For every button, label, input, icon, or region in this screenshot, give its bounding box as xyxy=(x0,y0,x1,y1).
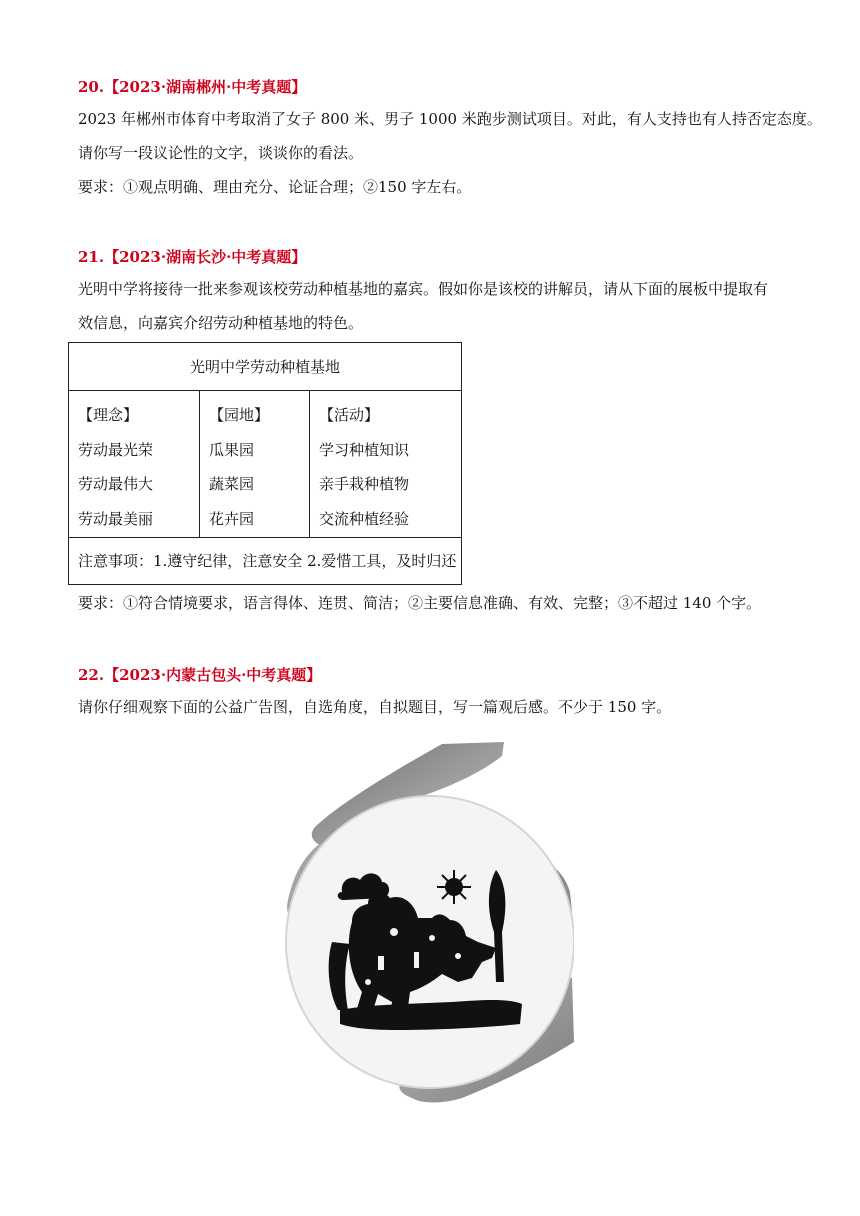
question-20-line-1: 2023 年郴州市体育中考取消了女子 800 米、男子 1000 米跑步测试项目。对此，有人支持也有人持否定态度。 xyxy=(78,110,822,128)
board-column-concept xyxy=(69,390,200,538)
board-column-garden xyxy=(200,390,310,538)
question-20-requirement: 要求：①观点明确、理由充分、论证合理；②150 字左右。 xyxy=(78,178,472,196)
board-cell: 【园地】 xyxy=(209,406,270,424)
board-footer: 注意事项：1.遵守纪律，注意安全 2.爱惜工具，及时归还 xyxy=(69,537,461,584)
board-header: 光明中学劳动种植基地 xyxy=(69,343,461,391)
hands-holding-papercut-illustration xyxy=(282,742,574,1104)
public-service-ad-image xyxy=(282,742,574,1104)
question-20-line-2: 请你写一段议论性的文字，谈谈你的看法。 xyxy=(78,144,364,162)
board-cell: 亲手栽种植物 xyxy=(319,475,410,493)
board-cell: 劳动最光荣 xyxy=(78,440,154,459)
question-21-line-1: 光明中学将接待一批来参观该校劳动种植基地的嘉宾。假如你是该校的讲解员，请从下面的展板中提取有 xyxy=(78,280,769,298)
planting-base-board xyxy=(68,342,462,585)
board-cell: 交流种植经验 xyxy=(319,509,410,528)
board-cell: 学习种植知识 xyxy=(319,440,410,459)
question-21-title: 21.【2023·湖南长沙·中考真题】 xyxy=(78,248,307,266)
board-cell: 劳动最伟大 xyxy=(78,475,154,493)
question-22-title: 22.【2023·内蒙古包头·中考真题】 xyxy=(78,666,322,684)
board-cell: 【理念】 xyxy=(78,406,139,424)
question-21-requirement: 要求：①符合情境要求，语言得体、连贯、简洁；②主要信息准确、有效、完整；③不超过 140 个字。 xyxy=(78,594,762,612)
question-20-title: 20.【2023·湖南郴州·中考真题】 xyxy=(78,78,307,96)
board-cell: 蔬菜园 xyxy=(209,475,255,493)
question-22-line-1: 请你仔细观察下面的公益广告图，自选角度，自拟题目，写一篇观后感。不少于 150 字。 xyxy=(78,698,672,716)
board-cell: 劳动最美丽 xyxy=(78,509,154,528)
question-21-line-2: 效信息，向嘉宾介绍劳动种植基地的特色。 xyxy=(78,314,364,332)
board-column-activity xyxy=(310,390,460,538)
board-cell: 瓜果园 xyxy=(209,440,255,459)
board-cell: 花卉园 xyxy=(209,509,255,528)
board-cell: 【活动】 xyxy=(319,406,380,424)
